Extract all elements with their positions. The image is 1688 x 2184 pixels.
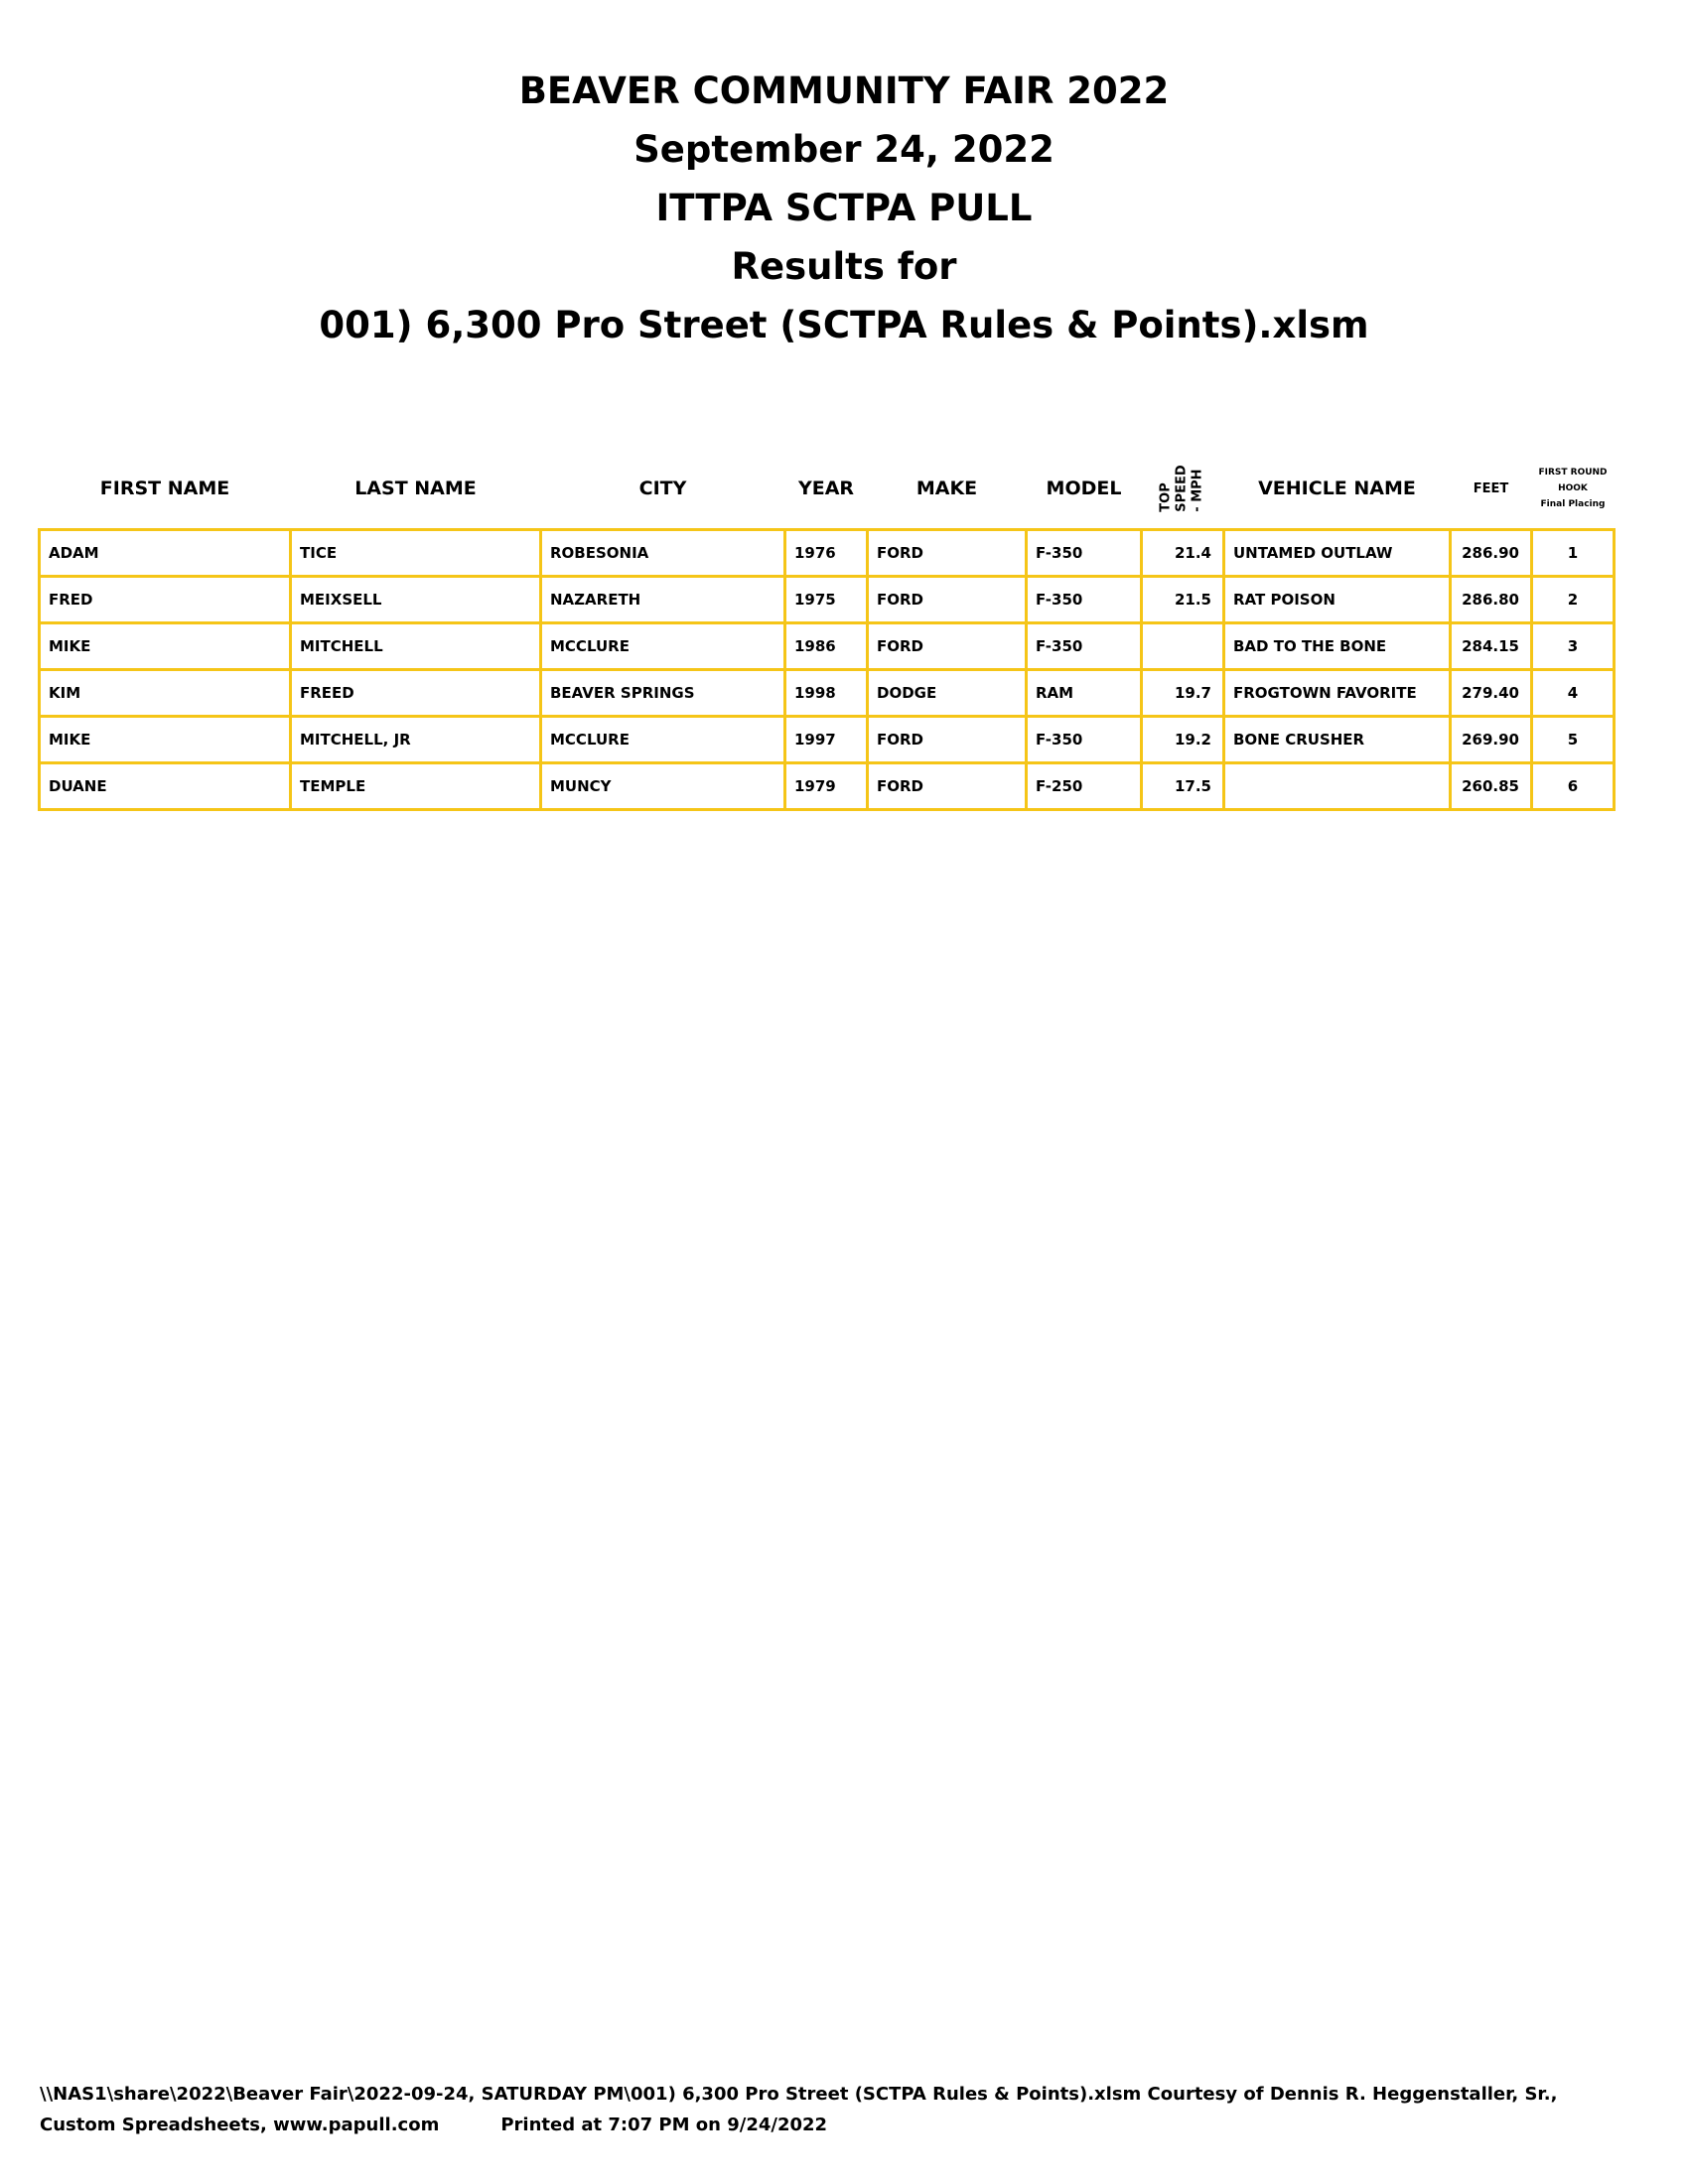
cell-final-placing: 1: [1532, 530, 1615, 577]
cell-city: NAZARETH: [541, 577, 785, 623]
col-header-top-speed: [1142, 449, 1224, 530]
results-table: [38, 449, 1616, 811]
cell-vehicle-name: FROGTOWN FAVORITE: [1224, 670, 1451, 717]
cell-feet: 286.90: [1451, 530, 1532, 577]
cell-final-placing: 4: [1532, 670, 1615, 717]
cell-make: FORD: [868, 763, 1027, 810]
footer-credits-line: [40, 2110, 1668, 2140]
table-row: [40, 577, 1615, 623]
cell-top-speed: 19.2: [1142, 717, 1224, 763]
cell-top-speed: 19.7: [1142, 670, 1224, 717]
report-title-block: [0, 62, 1688, 354]
event-pull-name: ITTPA SCTPA PULL: [655, 187, 1033, 229]
top-speed-rotated-label: TOP SPEED - MPH: [1158, 465, 1205, 512]
col-header-first-name: FIRST NAME: [99, 478, 230, 499]
event-date: September 24, 2022: [633, 128, 1055, 171]
cell-feet: 279.40: [1451, 670, 1532, 717]
col-header-make: MAKE: [915, 478, 978, 499]
cell-make: FORD: [868, 577, 1027, 623]
cell-model: F-350: [1027, 717, 1142, 763]
table-row: [40, 763, 1615, 810]
cell-final-placing: 6: [1532, 763, 1615, 810]
cell-model: RAM: [1027, 670, 1142, 717]
cell-year: 1997: [785, 717, 868, 763]
cell-top-speed: 17.5: [1142, 763, 1224, 810]
cell-city: MUNCY: [541, 763, 785, 810]
col-header-year: YEAR: [797, 478, 855, 499]
table-header-row: [40, 449, 1615, 530]
cell-year: 1976: [785, 530, 868, 577]
cell-first-name: MIKE: [40, 717, 291, 763]
event-title: BEAVER COMMUNITY FAIR 2022: [518, 69, 1170, 112]
cell-make: DODGE: [868, 670, 1027, 717]
cell-top-speed: 21.5: [1142, 577, 1224, 623]
cell-city: MCCLURE: [541, 717, 785, 763]
table-row: [40, 623, 1615, 670]
cell-last-name: FREED: [291, 670, 541, 717]
cell-feet: 269.90: [1451, 717, 1532, 763]
col-header-model: MODEL: [1046, 478, 1122, 499]
page-footer: [40, 2079, 1668, 2140]
cell-make: FORD: [868, 623, 1027, 670]
cell-final-placing: 2: [1532, 577, 1615, 623]
cell-final-placing: 3: [1532, 623, 1615, 670]
table-row: [40, 717, 1615, 763]
cell-make: FORD: [868, 717, 1027, 763]
cell-vehicle-name: RAT POISON: [1224, 577, 1451, 623]
cell-model: F-350: [1027, 530, 1142, 577]
cell-last-name: TICE: [291, 530, 541, 577]
cell-last-name: MITCHELL, JR: [291, 717, 541, 763]
results-for-label: Results for: [731, 245, 957, 288]
col-header-vehicle-name: VEHICLE NAME: [1258, 478, 1416, 499]
cell-vehicle-name: [1224, 763, 1451, 810]
cell-year: 1975: [785, 577, 868, 623]
cell-feet: 286.80: [1451, 577, 1532, 623]
cell-first-name: FRED: [40, 577, 291, 623]
cell-first-name: MIKE: [40, 623, 291, 670]
col-header-final-placing: FIRST ROUND HOOK Final Placing: [1538, 468, 1608, 509]
cell-model: F-350: [1027, 577, 1142, 623]
table-row: [40, 670, 1615, 717]
footer-file-path: \\NAS1\share\2022\Beaver Fair\2022-09-24, SATURDAY PM\001) 6,300 Pro Street (SCTPA Rules & Points).xlsm Courtesy of Dennis R. Heggenstaller, Sr.,: [40, 2084, 1558, 2105]
cell-year: 1998: [785, 670, 868, 717]
col-header-feet: FEET: [1473, 480, 1509, 496]
cell-model: F-250: [1027, 763, 1142, 810]
cell-final-placing: 5: [1532, 717, 1615, 763]
results-table-body: [40, 530, 1615, 810]
cell-last-name: MITCHELL: [291, 623, 541, 670]
cell-vehicle-name: BONE CRUSHER: [1224, 717, 1451, 763]
cell-make: FORD: [868, 530, 1027, 577]
col-header-city: CITY: [638, 478, 687, 499]
cell-top-speed: 21.4: [1142, 530, 1224, 577]
cell-year: 1986: [785, 623, 868, 670]
table-row: [40, 530, 1615, 577]
cell-model: F-350: [1027, 623, 1142, 670]
class-file-name: 001) 6,300 Pro Street (SCTPA Rules & Points).xlsm: [319, 304, 1369, 346]
cell-city: BEAVER SPRINGS: [541, 670, 785, 717]
footer-printed-time: Printed at 7:07 PM on 9/24/2022: [500, 2115, 828, 2135]
cell-first-name: KIM: [40, 670, 291, 717]
cell-vehicle-name: UNTAMED OUTLAW: [1224, 530, 1451, 577]
cell-first-name: ADAM: [40, 530, 291, 577]
cell-year: 1979: [785, 763, 868, 810]
col-header-last-name: LAST NAME: [354, 478, 477, 499]
cell-top-speed: [1142, 623, 1224, 670]
cell-feet: 284.15: [1451, 623, 1532, 670]
cell-vehicle-name: BAD TO THE BONE: [1224, 623, 1451, 670]
cell-feet: 260.85: [1451, 763, 1532, 810]
cell-first-name: DUANE: [40, 763, 291, 810]
cell-city: ROBESONIA: [541, 530, 785, 577]
cell-city: MCCLURE: [541, 623, 785, 670]
cell-last-name: MEIXSELL: [291, 577, 541, 623]
footer-website: Custom Spreadsheets, www.papull.com: [40, 2115, 440, 2135]
cell-last-name: TEMPLE: [291, 763, 541, 810]
